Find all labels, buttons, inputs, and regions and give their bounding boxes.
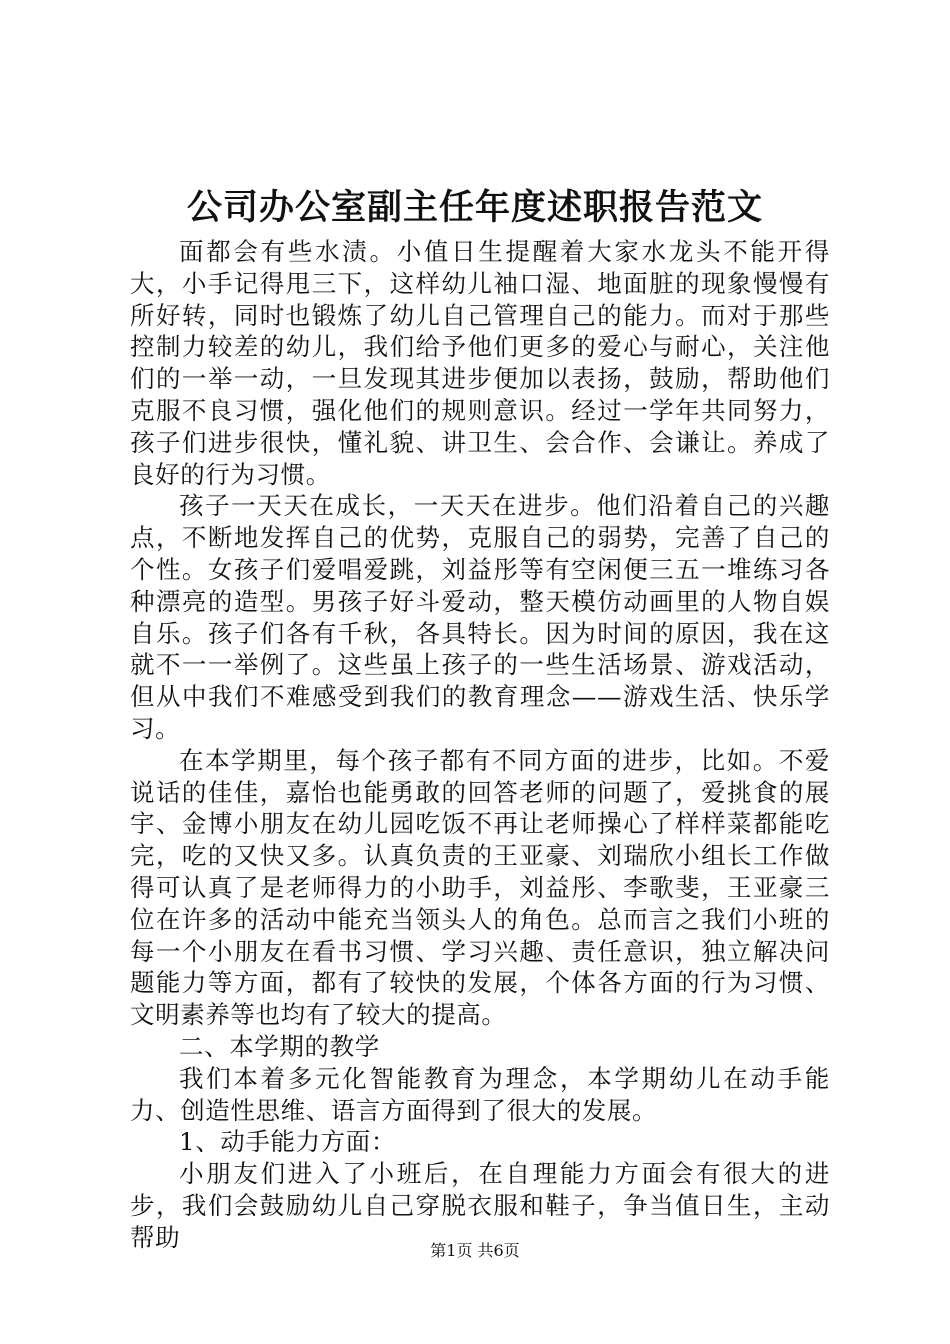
paragraph-2: 孩子一天天在成长，一天天在进步。他们沿着自己的兴趣点，不断地发挥自己的优势，克服自己的弱势，完善了自己的个性。女孩子们爱唱爱跳，刘益彤等有空闲便三五一堆练习各种漂亮的造型。男孩子好斗爱动，整天模仿动画里的人物自娱自乐。孩子们各有千秋，各具特长。因为时间的原因，我在这就不一一举例了。这些虽上孩子的一些生活场景、游戏活动，但从中我们不难感受到我们的教育理念——游戏生活、快乐学习。 (130, 491, 830, 743)
page-number-footer: 第1页 共6页 (430, 1241, 520, 1260)
paragraph-1: 面都会有些水渍。小值日生提醒着大家水龙头不能开得大，小手记得甩三下，这样幼儿袖口湿、地面脏的现象慢慢有所好转，同时也锻炼了幼儿自己管理自己的能力。而对于那些控制力较差的幼儿，我们给予他们更多的爱心与耐心，关注他们的一举一动，一旦发现其进步便加以表扬，鼓励，帮助他们克服不良习惯，强化他们的规则意识。经过一学年共同努力，孩子们进步很快，懂礼貌、讲卫生、会合作、会谦让。养成了良好的行为习惯。 (130, 237, 830, 489)
subsection-heading-hands-on: 1、动手能力方面： (179, 1127, 396, 1157)
document-title: 公司办公室副主任年度述职报告范文 (186, 187, 763, 228)
document-body (130, 236, 830, 1254)
paragraph-4: 我们本着多元化智能教育为理念，本学期幼儿在动手能力、创造性思维、语言方面得到了很大的发展。 (130, 1063, 830, 1125)
paragraph-5: 小朋友们进入了小班后，在自理能力方面会有很大的进步，我们会鼓励幼儿自己穿脱衣服和鞋子，争当值日生，主动帮助 (130, 1159, 830, 1252)
section-heading-teaching: 二、本学期的教学 (179, 1031, 380, 1061)
paragraph-3: 在本学期里，每个孩子都有不同方面的进步，比如。不爱说话的佳佳，嘉怡也能勇敢的回答老师的问题了，爱挑食的展宇、金博小朋友在幼儿园吃饭不再让老师操心了样样菜都能吃完，吃的又快又多。认真负责的王亚豪、刘瑞欣小组长工作做得可认真了是老师得力的小助手，刘益彤、李歌斐，王亚豪三位在许多的活动中能充当领头人的角色。总而言之我们小班的每一个小朋友在看书习惯、学习兴趣、责任意识，独立解决问题能力等方面，都有了较快的发展，个体各方面的行为习惯、文明素养等也均有了较大的提高。 (130, 745, 830, 1030)
